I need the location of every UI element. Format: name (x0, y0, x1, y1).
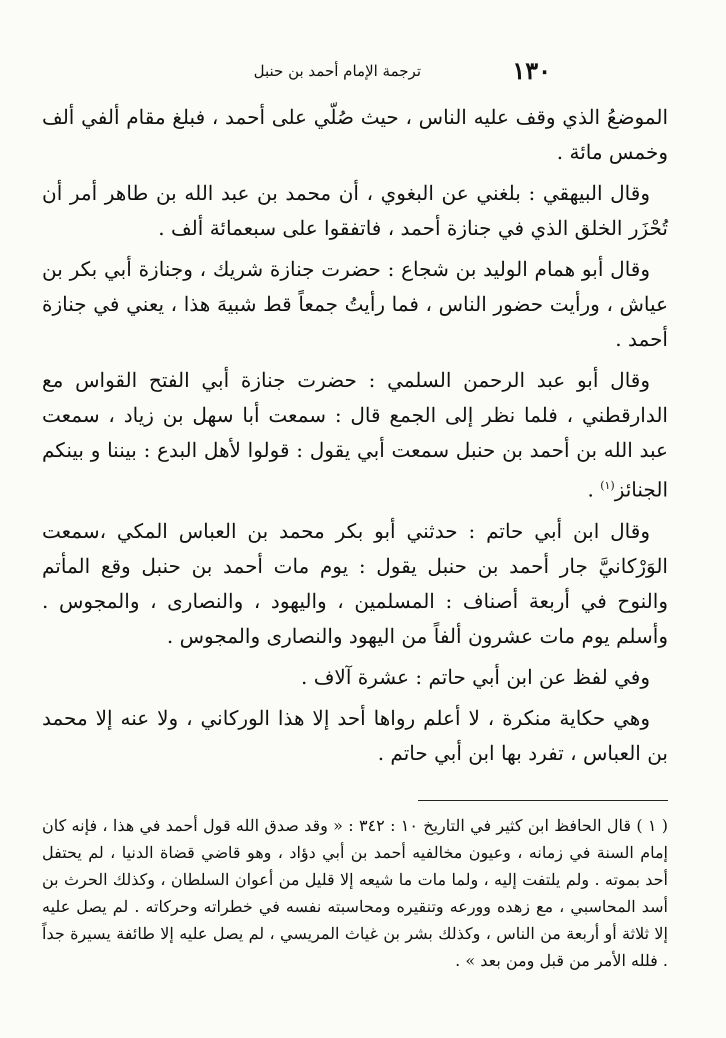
footnote-text: قال الحافظ ابن كثير في التاريخ ١٠ : ٣٤٢ : « وقد صدق الله قول أحمد في هذا ، فإنه كان إمام السنة في زمانه ، وعيون مخالفيه أحمد بن أبي دؤاد ، وهو قاضي قضاة الدنيا ، لم يحتفل أحد بموته . ولم يلتفت إليه ، ولما مات ما شيعه إلا قليل من أعوان السلطان ، وكذلك الحرث بن أسد المحاسبي ، مع زهده وورعه وتنقيره ومحاسبته نفسه في خطراته وحركاته . لم يصل عليه إلا ثلاثة أو أربعة من الناس ، وكذلك بشر بن غياث المريسي ، لم يصل عليه إلا طائفة يسيرة جداً . فلله الأمر من قبل ومن بعد » . (42, 816, 668, 970)
paragraph-with-footnote (42, 363, 668, 508)
paragraph: الموضعُ الذي وقف عليه الناس ، حيث صُلّي على أحمد ، فبلغ مقام ألفي ألف وخمس مائة . (42, 105, 668, 164)
running-title: ترجمة الإمام أحمد بن حنبل (253, 62, 421, 80)
page-number: ١٣٠ (512, 56, 551, 85)
paragraph: وقال أبو همام الوليد بن شجاع : حضرت جنازة شريك ، وجنازة أبي بكر بن عياش ، ورأيت حضور الناس ، فما رأيتُ جمعاً قط شبيهَ هذا ، يعني في جنازة أحمد . (42, 257, 668, 351)
paragraph-text: وقال أبو عبد الرحمن السلمي : حضرت جنازة أبي الفتح القواس مع الدارقطني ، فلما نظر إلى الجمع قال : سمعت أبا سهل بن زياد ، سمعت عبد الله بن أحمد بن حنبل سمعت أبي يقول : قولوا لأهل البدع : بيننا و بينكم الجنائز (42, 368, 668, 502)
footnote-divider (418, 800, 668, 801)
paragraph: وقال البيهقي : بلغني عن البغوي ، أن محمد بن عبد الله بن طاهر أمر أن تُحْزَر الخلق الذي في جنازة أحمد ، فاتفقوا على سبعمائة ألف . (42, 181, 668, 240)
footnote (42, 812, 668, 974)
page-header (40, 56, 686, 86)
footnote-number: ( ١ ) (636, 816, 669, 835)
paragraph: وقال ابن أبي حاتم : حدثني أبو بكر محمد بن العباس المكي ،سمعت الوَرْكانيَّ جار أحمد بن حنبل يقول : يوم مات أحمد بن حنبل وقع المأتم والنوح في أربعة أصناف : المسلمين ، واليهود ، والنصارى ، والمجوس . وأسلم يوم مات عشرون ألفاً من اليهود والنصارى والمجوس . (42, 518, 668, 648)
paragraph: وهي حكاية منكرة ، لا أعلم رواها أحد إلا هذا الوركاني ، ولا عنه إلا محمد بن العباس ، تفرد بها ابن أبي حاتم . (42, 705, 668, 765)
paragraph-end: . (587, 477, 601, 502)
main-text (42, 100, 668, 777)
paragraph: وفي لفظ عن ابن أبي حاتم : عشرة آلاف . (300, 664, 650, 689)
footnote-marker: (١) (600, 479, 615, 492)
